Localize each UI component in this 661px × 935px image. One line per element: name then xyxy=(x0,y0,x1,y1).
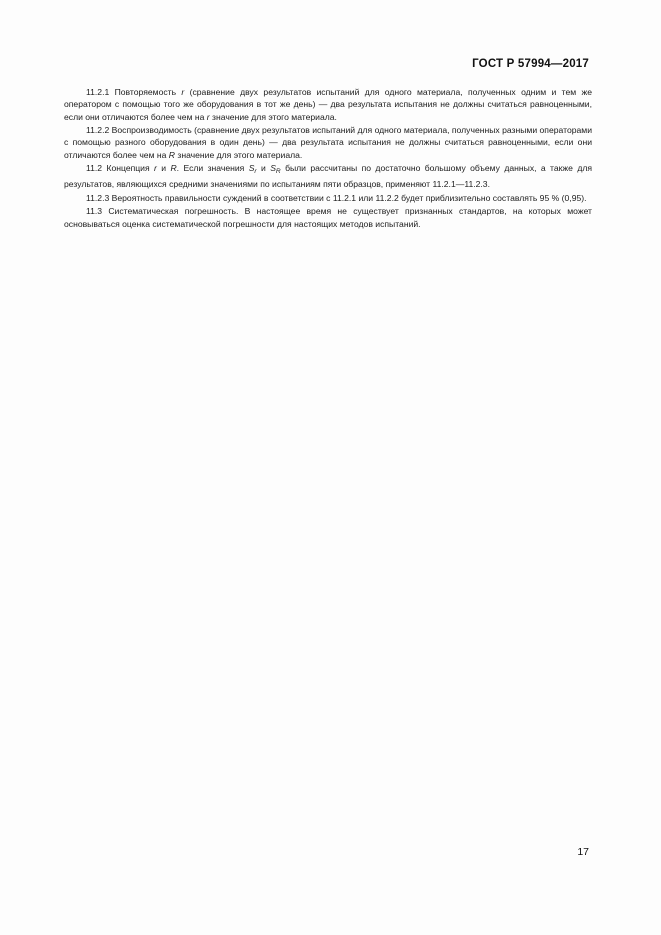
document-header: ГОСТ Р 57994—2017 xyxy=(472,58,589,70)
paragraph-11-2-2: 11.2.2 Воспроизводимость (сравнение двух результатов испытаний для одного материала, полученных разными операторами с помощью разного оборудования в один день) — два результата испытания не должны считаться равноценными, если они отличаются более чем на R значение для этого материала. xyxy=(64,125,592,160)
paragraph-11-2-1: 11.2.1 Повторяемость r (сравнение двух результатов испытаний для одного материала, полученных одним и тем же оператором с помощью того же оборудования в тот же день) — два результата испытания не должны считаться равноценными, если они отличаются более чем на r значение для этого материала. xyxy=(64,87,592,122)
symbol-r: r xyxy=(154,163,157,174)
page-number: 17 xyxy=(577,846,589,858)
symbol-R: R xyxy=(170,163,177,174)
symbol-r: r xyxy=(181,87,185,97)
symbol-Sr: S xyxy=(248,163,255,174)
symbol-SR-subscript: R xyxy=(275,168,281,176)
document-body xyxy=(64,86,592,230)
symbol-SR: S xyxy=(270,163,276,174)
symbol-Sr-subscript: r xyxy=(254,168,257,176)
symbol-R: R xyxy=(168,149,176,160)
paragraph-11-2: 11.2 Концепция r и R. Если значения $S_r$ и $S_R$ были рассчитаны по достаточно большому объему данных, а также для результатов, являющихся средними значениями по испытаниям пяти образцов, применяют 11.2.1—11.2.3. xyxy=(64,163,593,190)
symbol-r: r xyxy=(206,111,210,122)
paragraph-11-2-3: 11.2.3 Вероятность правильности суждений в соответствии с 11.2.1 или 11.2.2 будет приблизительно составлять 95 % (0,95). xyxy=(86,192,587,203)
paragraph-11-3: 11.3 Систематическая погрешность. В настоящее время не существует признанных стандартов, на которых может основываться оценка систематической погрешности для настоящих методов испытаний. xyxy=(64,206,592,229)
